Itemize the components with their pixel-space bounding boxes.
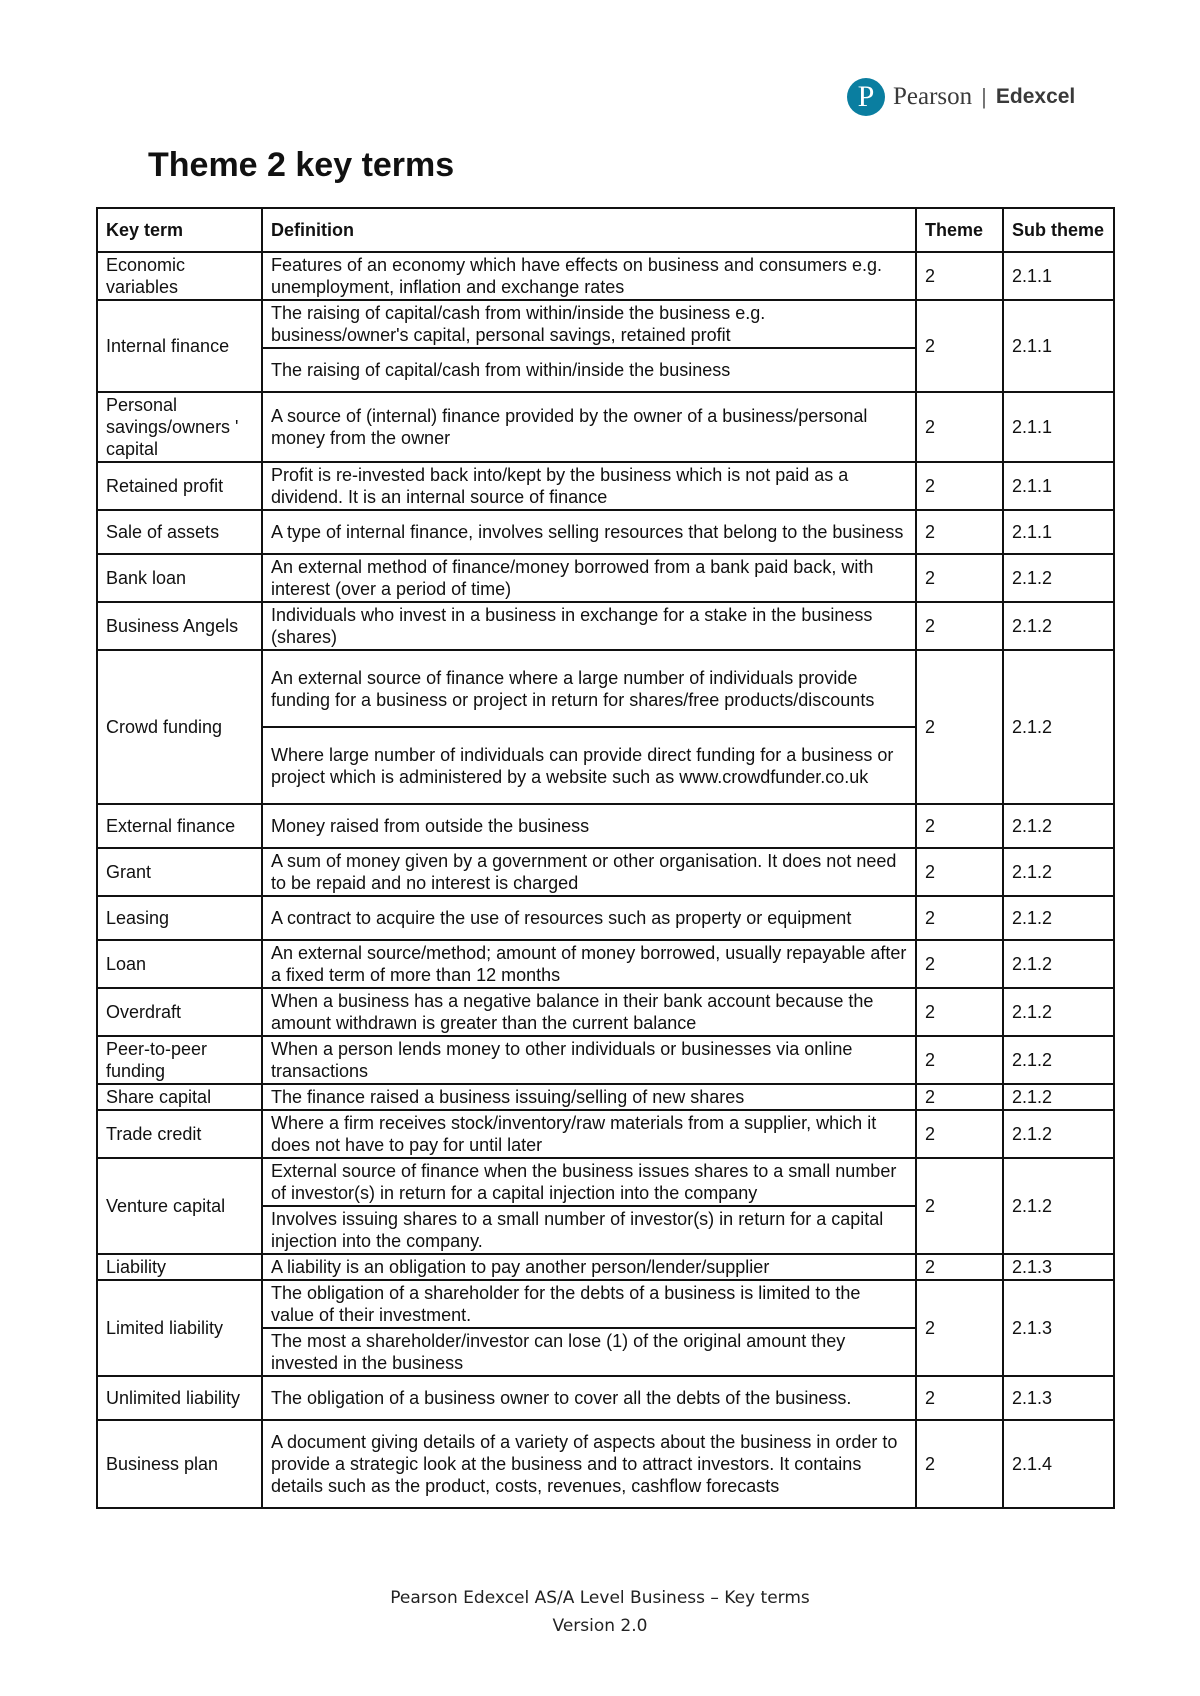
theme-cell: 2 — [916, 602, 1003, 650]
key-term-cell: Economic variables — [97, 252, 262, 300]
table-row — [97, 896, 1114, 940]
header-sub-theme: Sub theme — [1003, 208, 1114, 252]
definition-cell: Where large number of individuals can provide direct funding for a business or project which is administered by a website such as www.crowdfunder.co.uk — [262, 727, 916, 804]
theme-cell: 2 — [916, 1036, 1003, 1084]
theme-cell: 2 — [916, 510, 1003, 554]
table-row — [97, 1158, 1114, 1206]
sub-theme-cell: 2.1.2 — [1003, 988, 1114, 1036]
header-key-term: Key term — [97, 208, 262, 252]
key-term-cell: Peer-to-peer funding — [97, 1036, 262, 1084]
table-row — [97, 392, 1114, 462]
theme-cell: 2 — [916, 1420, 1003, 1508]
theme-cell: 2 — [916, 1376, 1003, 1420]
definition-cell: The finance raised a business issuing/selling of new shares — [262, 1084, 916, 1110]
table-row — [97, 1376, 1114, 1420]
table-row — [97, 1420, 1114, 1508]
definition-cell: Individuals who invest in a business in exchange for a stake in the business (shares) — [262, 602, 916, 650]
table-row — [97, 602, 1114, 650]
definition-cell: External source of finance when the business issues shares to a small number of investor(s) in return for a capital injection into the company — [262, 1158, 916, 1206]
theme-cell: 2 — [916, 1158, 1003, 1254]
pearson-logo-icon: P — [847, 78, 885, 116]
key-term-cell: Venture capital — [97, 1158, 262, 1254]
key-term-cell: Unlimited liability — [97, 1376, 262, 1420]
theme-cell: 2 — [916, 896, 1003, 940]
table-row — [97, 1036, 1114, 1084]
footer-title: Pearson Edexcel AS/A Level Business – Key terms — [390, 1588, 810, 1608]
sub-theme-cell: 2.1.1 — [1003, 392, 1114, 462]
sub-theme-cell: 2.1.2 — [1003, 554, 1114, 602]
definition-cell: Where a firm receives stock/inventory/raw materials from a supplier, which it does not have to pay for until later — [262, 1110, 916, 1158]
sub-theme-cell: 2.1.3 — [1003, 1254, 1114, 1280]
definition-cell: The obligation of a business owner to cover all the debts of the business. — [262, 1376, 916, 1420]
sub-theme-cell: 2.1.3 — [1003, 1280, 1114, 1376]
table-row — [97, 848, 1114, 896]
table-row — [97, 252, 1114, 300]
definition-cell: When a person lends money to other individuals or businesses via online transactions — [262, 1036, 916, 1084]
sub-theme-cell: 2.1.2 — [1003, 1084, 1114, 1110]
definition-cell: The obligation of a shareholder for the debts of a business is limited to the value of their investment. — [262, 1280, 916, 1328]
theme-cell: 2 — [916, 940, 1003, 988]
sub-theme-cell: 2.1.2 — [1003, 896, 1114, 940]
theme-cell: 2 — [916, 300, 1003, 392]
sub-theme-cell: 2.1.2 — [1003, 1110, 1114, 1158]
table-row — [97, 554, 1114, 602]
page-footer — [0, 1584, 1200, 1640]
table-row — [97, 300, 1114, 348]
key-term-cell: Trade credit — [97, 1110, 262, 1158]
key-terms-table — [96, 207, 1115, 1509]
table-row — [97, 1280, 1114, 1328]
table-row — [97, 650, 1114, 727]
theme-cell: 2 — [916, 804, 1003, 848]
theme-cell: 2 — [916, 1254, 1003, 1280]
definition-cell: Money raised from outside the business — [262, 804, 916, 848]
logo-brand: Pearson — [893, 83, 973, 110]
sub-theme-cell: 2.1.2 — [1003, 1158, 1114, 1254]
table-header-row — [97, 208, 1114, 252]
table-body — [97, 252, 1114, 1508]
key-term-cell: Retained profit — [97, 462, 262, 510]
sub-theme-cell: 2.1.2 — [1003, 940, 1114, 988]
key-term-cell: Sale of assets — [97, 510, 262, 554]
theme-cell: 2 — [916, 554, 1003, 602]
sub-theme-cell: 2.1.2 — [1003, 848, 1114, 896]
key-term-cell: Internal finance — [97, 300, 262, 392]
definition-cell: An external source of finance where a large number of individuals provide funding for a business or project in return for shares/free products/discounts — [262, 650, 916, 727]
definition-cell: A sum of money given by a government or other organisation. It does not need to be repaid and no interest is charged — [262, 848, 916, 896]
table-row — [97, 1084, 1114, 1110]
theme-cell: 2 — [916, 1110, 1003, 1158]
definition-cell: An external source/method; amount of money borrowed, usually repayable after a fixed term of more than 12 months — [262, 940, 916, 988]
theme-cell: 2 — [916, 988, 1003, 1036]
key-term-cell: Grant — [97, 848, 262, 896]
key-term-cell: Overdraft — [97, 988, 262, 1036]
key-term-cell: Business Angels — [97, 602, 262, 650]
definition-cell: A contract to acquire the use of resources such as property or equipment — [262, 896, 916, 940]
key-term-cell: Share capital — [97, 1084, 262, 1110]
definition-cell: The most a shareholder/investor can lose (1) of the original amount they invested in the business — [262, 1328, 916, 1376]
table-row — [97, 1254, 1114, 1280]
sub-theme-cell: 2.1.1 — [1003, 510, 1114, 554]
sub-theme-cell: 2.1.1 — [1003, 300, 1114, 392]
theme-cell: 2 — [916, 1084, 1003, 1110]
pearson-edexcel-logo — [847, 78, 1075, 116]
theme-cell: 2 — [916, 848, 1003, 896]
key-term-cell: Bank loan — [97, 554, 262, 602]
key-term-cell: Loan — [97, 940, 262, 988]
key-term-cell: Liability — [97, 1254, 262, 1280]
definition-cell: A type of internal finance, involves selling resources that belong to the business — [262, 510, 916, 554]
key-term-cell: External finance — [97, 804, 262, 848]
definition-cell: Profit is re-invested back into/kept by the business which is not paid as a dividend. It is an internal source of finance — [262, 462, 916, 510]
key-term-cell: Limited liability — [97, 1280, 262, 1376]
table-row — [97, 988, 1114, 1036]
table-row — [97, 510, 1114, 554]
sub-theme-cell: 2.1.1 — [1003, 462, 1114, 510]
table-row — [97, 940, 1114, 988]
definition-cell: A document giving details of a variety of aspects about the business in order to provide a strategic look at the business and to attract investors. It contains details such as the product, costs, revenues, cashflow forecasts — [262, 1420, 916, 1508]
definition-cell: When a business has a negative balance in their bank account because the amount withdrawn is greater than the current balance — [262, 988, 916, 1036]
logo-sub-brand: Edexcel — [995, 85, 1076, 108]
key-term-cell: Personal savings/owners ' capital — [97, 392, 262, 462]
definition-cell: An external method of finance/money borrowed from a bank paid back, with interest (over a period of time) — [262, 554, 916, 602]
sub-theme-cell: 2.1.1 — [1003, 252, 1114, 300]
definition-cell: Features of an economy which have effects on business and consumers e.g. unemployment, inflation and exchange rates — [262, 252, 916, 300]
definition-cell: The raising of capital/cash from within/inside the business — [262, 348, 916, 392]
sub-theme-cell: 2.1.3 — [1003, 1376, 1114, 1420]
definition-cell: A source of (internal) finance provided by the owner of a business/personal money from the owner — [262, 392, 916, 462]
theme-cell: 2 — [916, 252, 1003, 300]
key-term-cell: Business plan — [97, 1420, 262, 1508]
theme-cell: 2 — [916, 1280, 1003, 1376]
theme-cell: 2 — [916, 392, 1003, 462]
theme-cell: 2 — [916, 650, 1003, 804]
definition-cell: Involves issuing shares to a small number of investor(s) in return for a capital injection into the company. — [262, 1206, 916, 1254]
header-theme: Theme — [916, 208, 1003, 252]
key-term-cell: Crowd funding — [97, 650, 262, 804]
definition-cell: The raising of capital/cash from within/inside the business e.g. business/owner's capital, personal savings, retained profit — [262, 300, 916, 348]
table-row — [97, 1110, 1114, 1158]
page-title: Theme 2 key terms — [148, 146, 455, 184]
table-row — [97, 804, 1114, 848]
sub-theme-cell: 2.1.2 — [1003, 1036, 1114, 1084]
sub-theme-cell: 2.1.2 — [1003, 650, 1114, 804]
logo-separator: | — [981, 84, 987, 109]
sub-theme-cell: 2.1.4 — [1003, 1420, 1114, 1508]
theme-cell: 2 — [916, 462, 1003, 510]
sub-theme-cell: 2.1.2 — [1003, 602, 1114, 650]
footer-version: Version 2.0 — [552, 1616, 648, 1636]
table-row — [97, 462, 1114, 510]
sub-theme-cell: 2.1.2 — [1003, 804, 1114, 848]
definition-cell: A liability is an obligation to pay another person/lender/supplier — [262, 1254, 916, 1280]
header-definition: Definition — [262, 208, 916, 252]
key-term-cell: Leasing — [97, 896, 262, 940]
